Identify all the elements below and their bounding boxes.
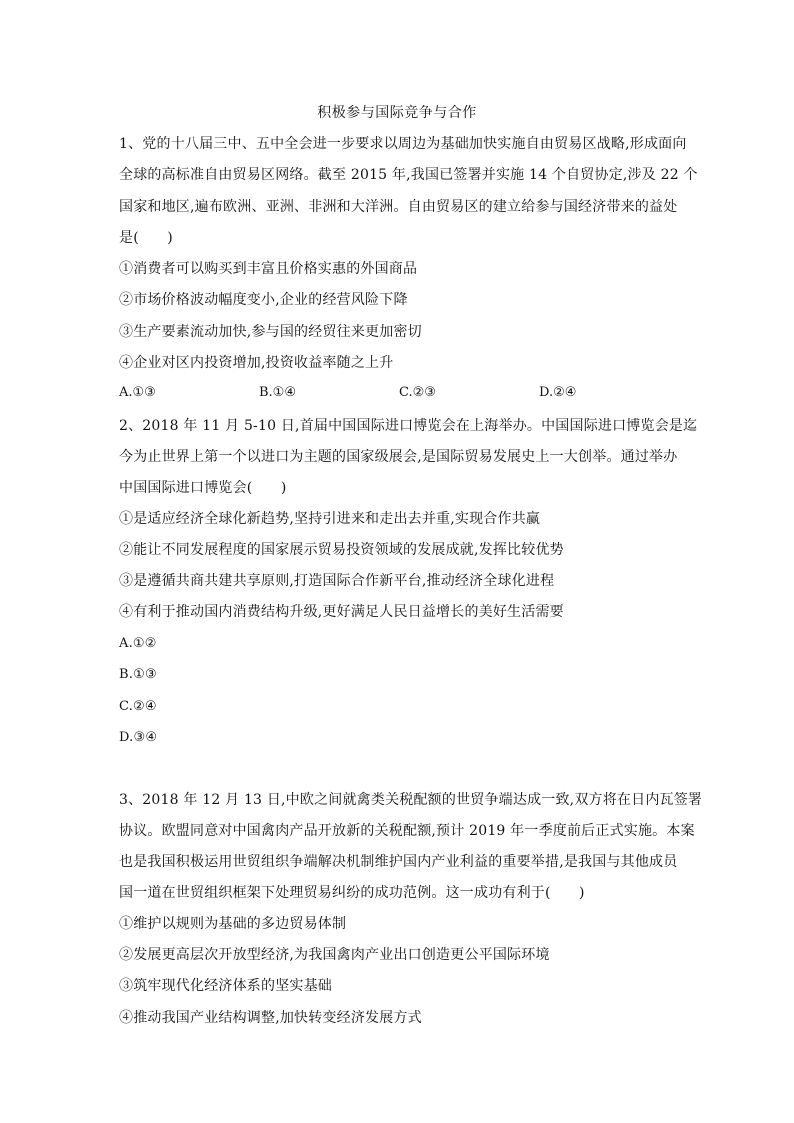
q1-choice-c: C.②③ [399,385,436,400]
q3-option: ③筑牢现代化经济体系的坚实基础 [119,978,332,994]
q3-option: ②发展更高层次开放型经济,为我国禽肉产业出口创造更公平国际环境 [119,947,550,963]
q2-stem-line: 今为止世界上第一个以进口为主题的国家级展会,是国际贸易发展史上一大创举。通过举办 [119,449,678,465]
q3-option: ①维护以规则为基础的多边贸易体制 [119,916,347,932]
q1-choice-d: D.②④ [539,385,577,400]
q2-option: ②能让不同发展程度的国家展示贸易投资领域的发展成就,发挥比较优势 [119,542,564,558]
q3-option: ④推动我国产业结构调整,加快转变经济发展方式 [119,1010,422,1026]
q1-stem-line: 全球的高标准自由贸易区网络。截至 2015 年,我国已签署并实施 14 个自贸协定,涉及 22 个 [119,167,698,183]
q1-choice-b: B.①④ [259,385,296,400]
q1-option: ③生产要素流动加快,参与国的经贸往来更加密切 [119,324,422,340]
q2-choice-d: D.③④ [119,730,158,745]
q3-stem-line: 国一道在世贸组织框架下处理贸易纠纷的成功范例。这一成功有利于( ) [119,885,585,901]
q2-option: ①是适应经济全球化新趋势,坚持引进来和走出去并重,实现合作共赢 [119,511,541,527]
q2-option: ③是遵循共商共建共享原则,打造国际合作新平台,推动经济全球化进程 [119,573,555,589]
q1-stem-line: 国家和地区,遍布欧洲、亚洲、非洲和大洋洲。自由贸易区的建立给参与国经济带来的益处 [119,199,678,215]
q3-stem-line: 协议。欧盟同意对中国禽肉产品开放新的关税配额,预计 2019 年一季度前后正式实施。本案 [119,823,695,839]
q1-stem-line: 1、党的十八届三中、五中全会进一步要求以周边为基础加快实施自由贸易区战略,形成面向 [119,136,687,152]
q2-choice-c: C.②④ [119,699,157,714]
q1-option: ②市场价格波动幅度变小,企业的经营风险下降 [119,292,408,308]
page-title: 积极参与国际竞争与合作 [317,105,477,121]
q3-stem-line: 3、2018 年 12 月 13 日,中欧之间就禽类关税配额的世贸争端达成一致,双方将在日内瓦签署 [119,792,703,808]
q1-option: ①消费者可以购买到丰富且价格实惠的外国商品 [119,261,418,277]
q1-stem-line: 是( ) [119,230,173,246]
q1-choice-a: A.①③ [119,385,156,400]
q2-choice-b: B.①③ [119,667,157,682]
q2-stem-line: 中国国际进口博览会( ) [119,480,287,496]
q3-stem-line: 也是我国积极运用世贸组织争端解决机制维护国内产业利益的重要举措,是我国与其他成员 [119,854,678,870]
q2-option: ④有利于推动国内消费结构升级,更好满足人民日益增长的美好生活需要 [119,604,564,620]
q1-option: ④企业对区内投资增加,投资收益率随之上升 [119,355,394,371]
q2-choice-a: A.①② [119,636,157,651]
q2-stem-line: 2、2018 年 11 月 5-10 日,首届中国国际进口博览会在上海举办。中国国际进口博览会是迄 [119,418,698,434]
q1-choices [119,385,679,405]
